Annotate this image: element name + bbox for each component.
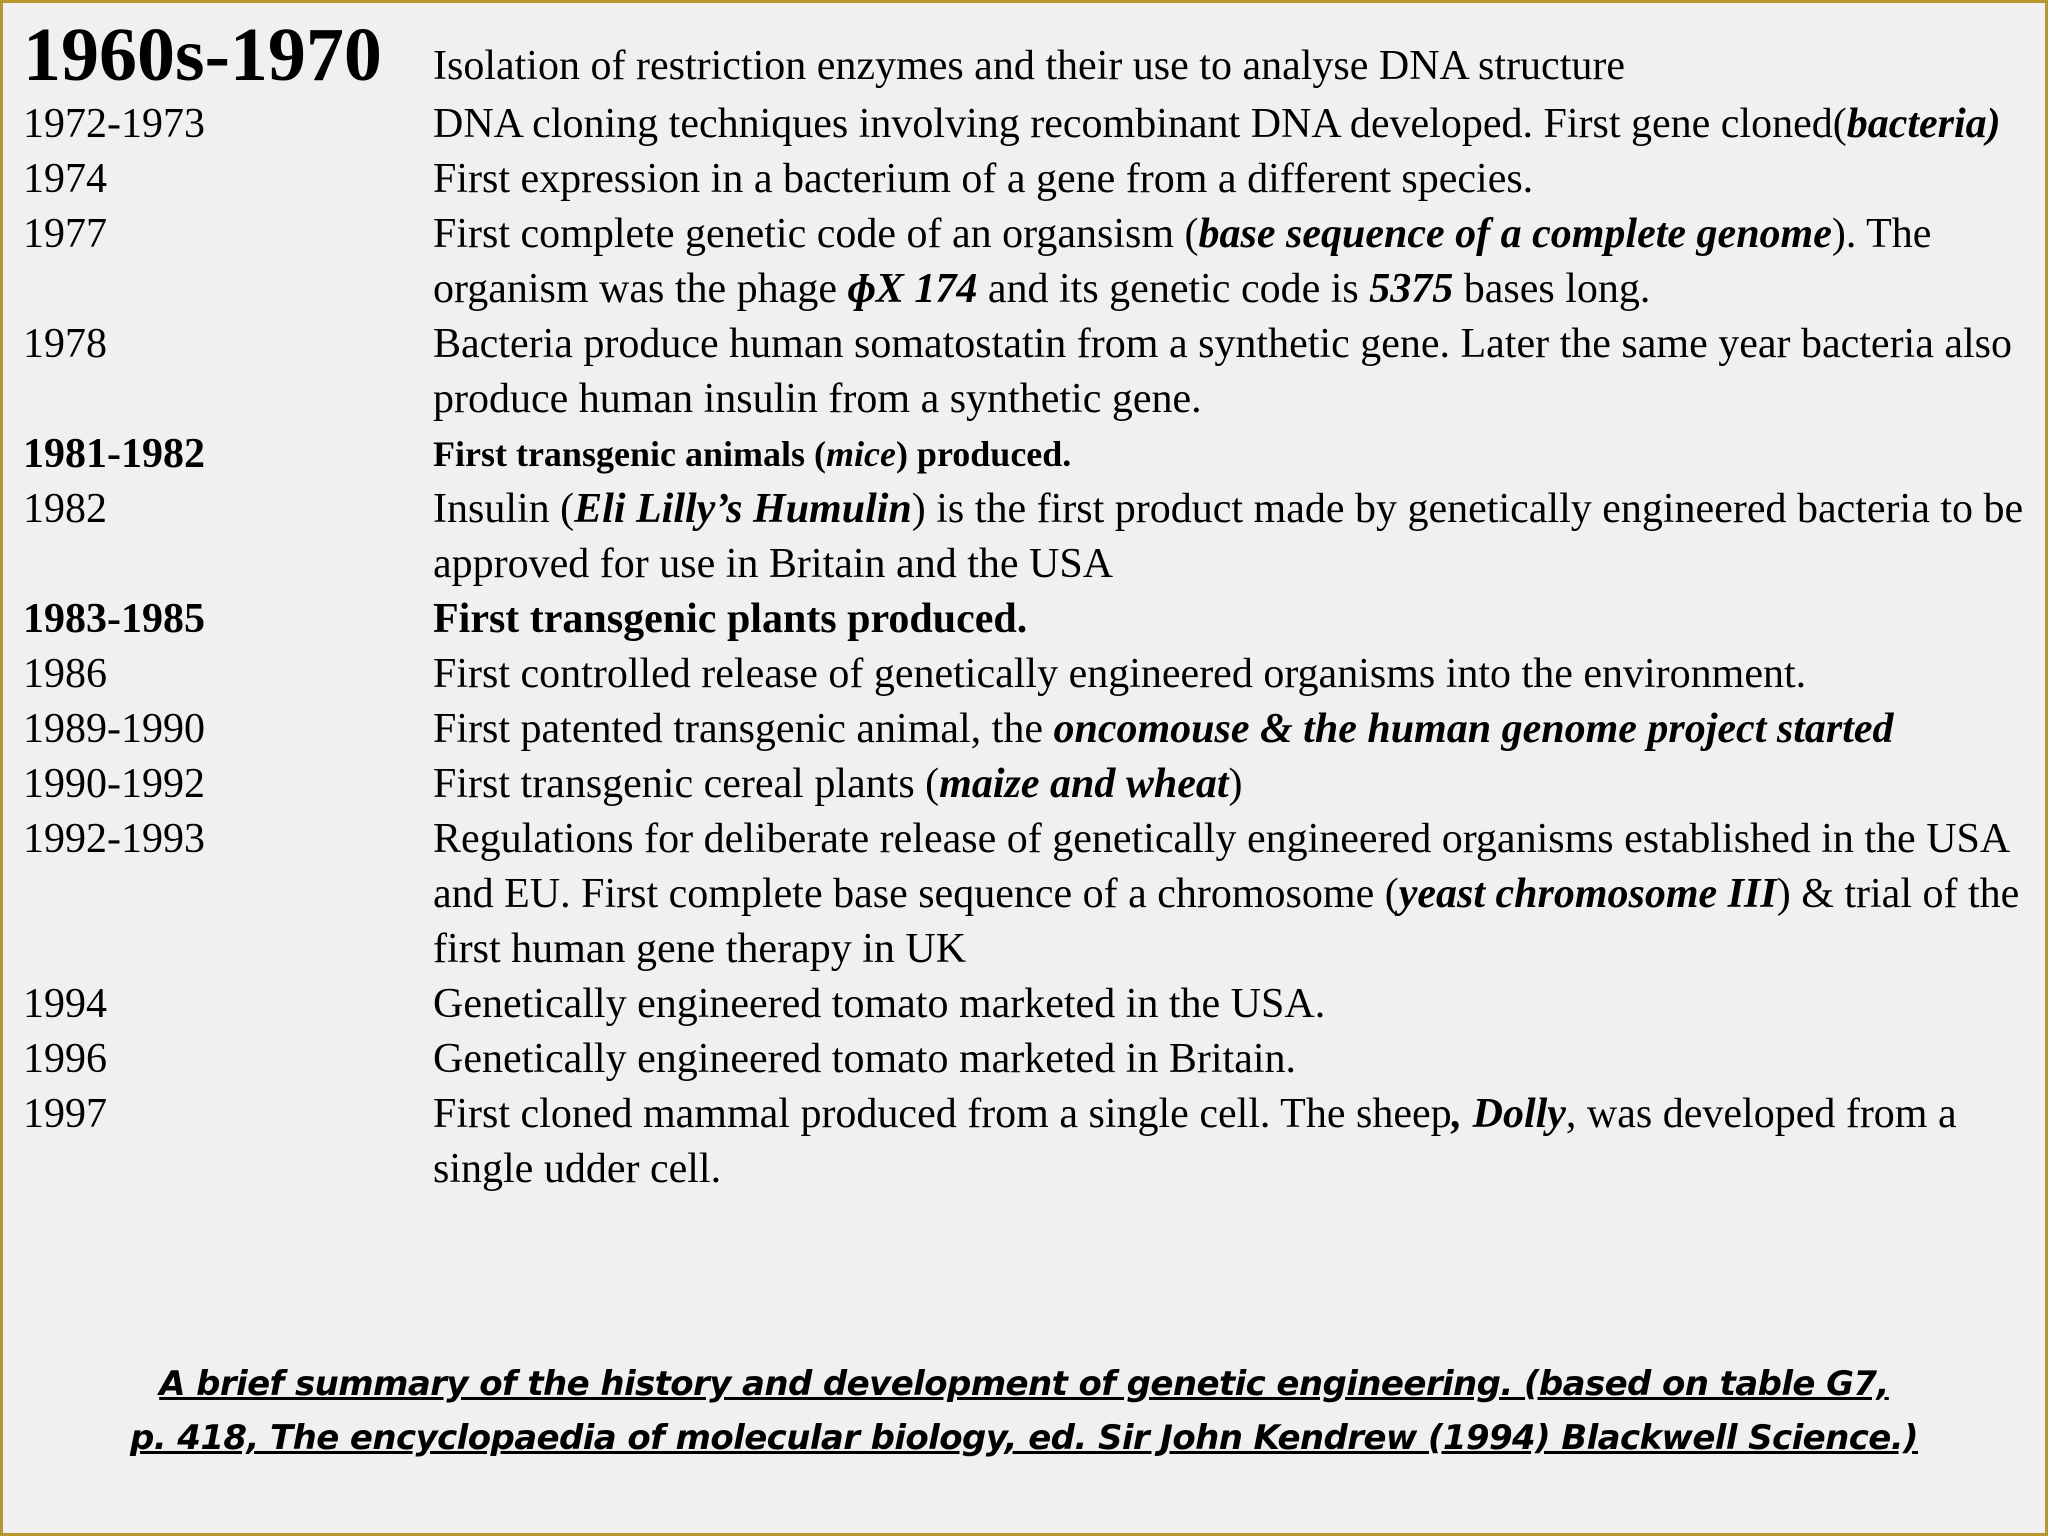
row-year: 1983-1985: [23, 596, 205, 642]
row-year: 1996: [23, 1036, 107, 1082]
source-caption: [3, 1357, 2045, 1465]
row-description: First transgenic cereal plants (maize and wheat): [433, 761, 1243, 807]
timeline-row: [23, 427, 2033, 482]
caption-line: p. 418, The encyclopaedia of molecular biology, ed. Sir John Kendrew (1994) Blackwell Science.): [130, 1418, 1918, 1458]
row-description: Genetically engineered tomato marketed in Britain.: [433, 1036, 1297, 1082]
row-description: First complete genetic code of an organsism (base sequence of a complete genome). The organism was the phage ɸX 174 and its genetic code is 5375 bases long.: [433, 211, 1932, 312]
row-description: Isolation of restriction enzymes and their use to analyse DNA structure: [433, 43, 1625, 89]
timeline-row: [23, 13, 2033, 97]
row-year: 1974: [23, 156, 107, 202]
row-year: 1960s-1970: [23, 13, 382, 97]
timeline-row: [23, 812, 2033, 977]
timeline-row: [23, 702, 2033, 757]
caption-line: A brief summary of the history and development of genetic engineering. (based on table G7,: [159, 1364, 1889, 1404]
row-description: Regulations for deliberate release of genetically engineered organisms established in the USA and EU. First complete base sequence of a chromosome (yeast chromosome III) & trial of the first human gene therapy in UK: [433, 816, 2020, 972]
row-year: 1989-1990: [23, 706, 205, 752]
row-year: 1981-1982: [23, 431, 205, 477]
timeline-row: [23, 977, 2033, 1032]
timeline: [23, 13, 2033, 1197]
row-year: 1977: [23, 211, 107, 257]
row-description: First patented transgenic animal, the oncomouse & the human genome project started: [433, 706, 1894, 752]
row-year: 1997: [23, 1091, 107, 1137]
row-year: 1982: [23, 486, 107, 532]
row-description: First transgenic animals (mice) produced.: [433, 434, 1072, 474]
row-year: 1990-1992: [23, 761, 205, 807]
row-year: 1972-1973: [23, 101, 205, 147]
row-description: First cloned mammal produced from a single cell. The sheep, Dolly, was developed from a single udder cell.: [433, 1091, 1957, 1192]
timeline-row: [23, 1087, 2033, 1197]
timeline-row: [23, 97, 2033, 152]
timeline-row: [23, 482, 2033, 592]
timeline-row: [23, 1032, 2033, 1087]
row-description: Bacteria produce human somatostatin from a synthetic gene. Later the same year bacteria also produce human insulin from a synthetic gene.: [433, 321, 2013, 422]
timeline-row: [23, 647, 2033, 702]
row-year: 1994: [23, 981, 107, 1027]
row-description: First transgenic plants produced.: [433, 596, 1028, 642]
row-description: First expression in a bacterium of a gene from a different species.: [433, 156, 1534, 202]
row-description: Genetically engineered tomato marketed in the USA.: [433, 981, 1326, 1027]
row-description: DNA cloning techniques involving recombinant DNA developed. First gene cloned(bacteria): [433, 101, 2001, 147]
timeline-row: [23, 207, 2033, 317]
timeline-row: [23, 317, 2033, 427]
row-year: 1992-1993: [23, 816, 205, 862]
row-year: 1978: [23, 321, 107, 367]
timeline-row: [23, 152, 2033, 207]
timeline-row: [23, 757, 2033, 812]
row-year: 1986: [23, 651, 107, 697]
row-description: Insulin (Eli Lilly’s Humulin) is the first product made by genetically engineered bacteria to be approved for use in Britain and the USA: [433, 486, 2024, 587]
row-description: First controlled release of genetically engineered organisms into the environment.: [433, 651, 1807, 697]
timeline-row: [23, 592, 2033, 647]
